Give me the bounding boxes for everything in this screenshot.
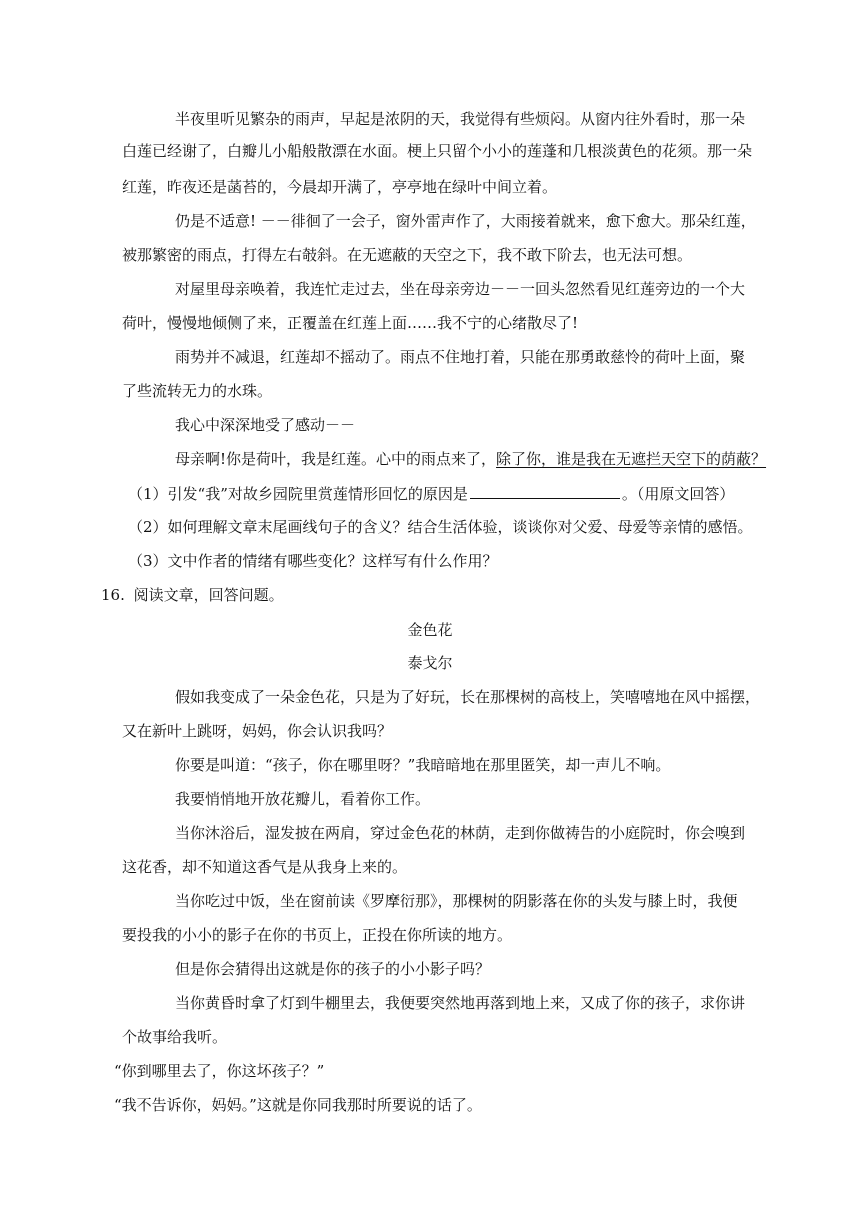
passage1-p6-plain: 母亲啊!你是荷叶，我是红莲。心中的雨点来了，: [175, 450, 497, 468]
section-16-prompt: 阅读文章，回答问题。: [133, 586, 284, 604]
article-author: 泰戈尔: [407, 654, 453, 672]
passage2-p1-line2: 又在新叶上跳呀，妈妈，你会认识我吗？: [122, 722, 393, 740]
question-1-suffix: 。（用原文回答）: [621, 485, 735, 503]
question-2: （2）如何理解文章末尾画线句子的含义？结合生活体验，谈谈你对父爱、母爱等亲情的感悟。: [128, 518, 753, 536]
question-3: （3）文中作者的情绪有哪些变化？这样写有什么作用？: [128, 552, 498, 570]
section-16-heading: [101, 585, 284, 605]
passage1-p1-line1: 半夜里听见繁杂的雨声，早起是浓阴的天，我觉得有些烦闷。从窗内往外看时，那一朵: [175, 110, 746, 128]
passage2-p5-line2: 要投我的小小的影子在你的书页上，正投在你所读的地方。: [122, 926, 513, 944]
passage1-p5: 我心中深深地受了感动－－: [175, 416, 356, 434]
passage1-p1-line3: 红莲，昨夜还是菡苔的，今晨却开满了，亭亭地在绿叶中间立着。: [122, 178, 558, 196]
passage1-p2-line2: 被那繁密的雨点，打得左右攲斜。在无遮蔽的天空之下，我不敢下阶去，也无法可想。: [122, 246, 693, 264]
question-1: [128, 483, 734, 504]
section-16-number: 16.: [101, 586, 125, 604]
passage1-p6: [175, 449, 766, 469]
passage1-p3-line1: 对屋里母亲唤着，我连忙走过去，坐在母亲旁边－－一回头忽然看见红莲旁边的一个大: [175, 280, 746, 298]
question-1-text: （1）引发“我”对故乡园院里赏莲情形回忆的原因是: [128, 485, 468, 503]
passage2-p4-line2: 这花香，却不知道这香气是从我身上来的。: [122, 858, 408, 876]
passage1-p4-line2: 了些流转无力的水珠。: [122, 382, 273, 400]
passage1-p1-line2: 白莲已经谢了，白瓣儿小船般散漂在水面。梗上只留个小小的莲蓬和几根淡黄色的花须。那一朵: [122, 142, 753, 160]
passage2-p8: “你到哪里去了，你这坏孩子？”: [114, 1062, 325, 1080]
passage2-p1-line1: 假如我变成了一朵金色花，只是为了好玩，长在那棵树的高枝上，笑嘻嘻地在风中摇摆，: [175, 688, 761, 706]
underlined-sentence: 除了你，谁是我在无遮拦天空下的荫蔽？: [496, 450, 767, 468]
passage2-p9: “我不告诉你，妈妈。”这就是你同我那时所要说的话了。: [114, 1096, 482, 1114]
passage2-p4-line1: 当你沐浴后，湿发披在两肩，穿过金色花的林荫，走到你做祷告的小庭院时，你会嗅到: [175, 824, 746, 842]
passage1-p3-line2: 荷叶，慢慢地倾侧了来，正覆盖在红莲上面……我不宁的心绪散尽了!: [122, 314, 579, 332]
passage1-p2-line1: 仍是不适意! －－徘徊了一会子，窗外雷声作了，大雨接着就来，愈下愈大。那朵红莲，: [175, 212, 756, 230]
passage2-p7-line2: 个故事给我听。: [122, 1028, 228, 1046]
answer-blank[interactable]: [470, 483, 620, 499]
article-title: 金色花: [407, 621, 453, 639]
passage1-p4-line1: 雨势并不减退，红莲却不摇动了。雨点不住地打着，只能在那勇敢慈怜的荷叶上面，聚: [175, 348, 746, 366]
passage2-p5-line1: 当你吃过中饭，坐在窗前读《罗摩衍那》，那棵树的阴影落在你的头发与膝上时，我便: [175, 892, 738, 910]
passage2-p6: 但是你会猜得出这就是你的孩子的小小影子吗？: [175, 960, 491, 978]
passage2-p3: 我要悄悄地开放花瓣儿，看着你工作。: [175, 790, 431, 808]
passage2-p2: 你要是叫道：“孩子，你在哪里呀？”我暗暗地在那里匿笑，却一声儿不响。: [175, 756, 671, 774]
passage2-p7-line1: 当你黄昏时拿了灯到牛棚里去，我便要突然地再落到地上来，又成了你的孩子，求你讲: [175, 994, 746, 1012]
